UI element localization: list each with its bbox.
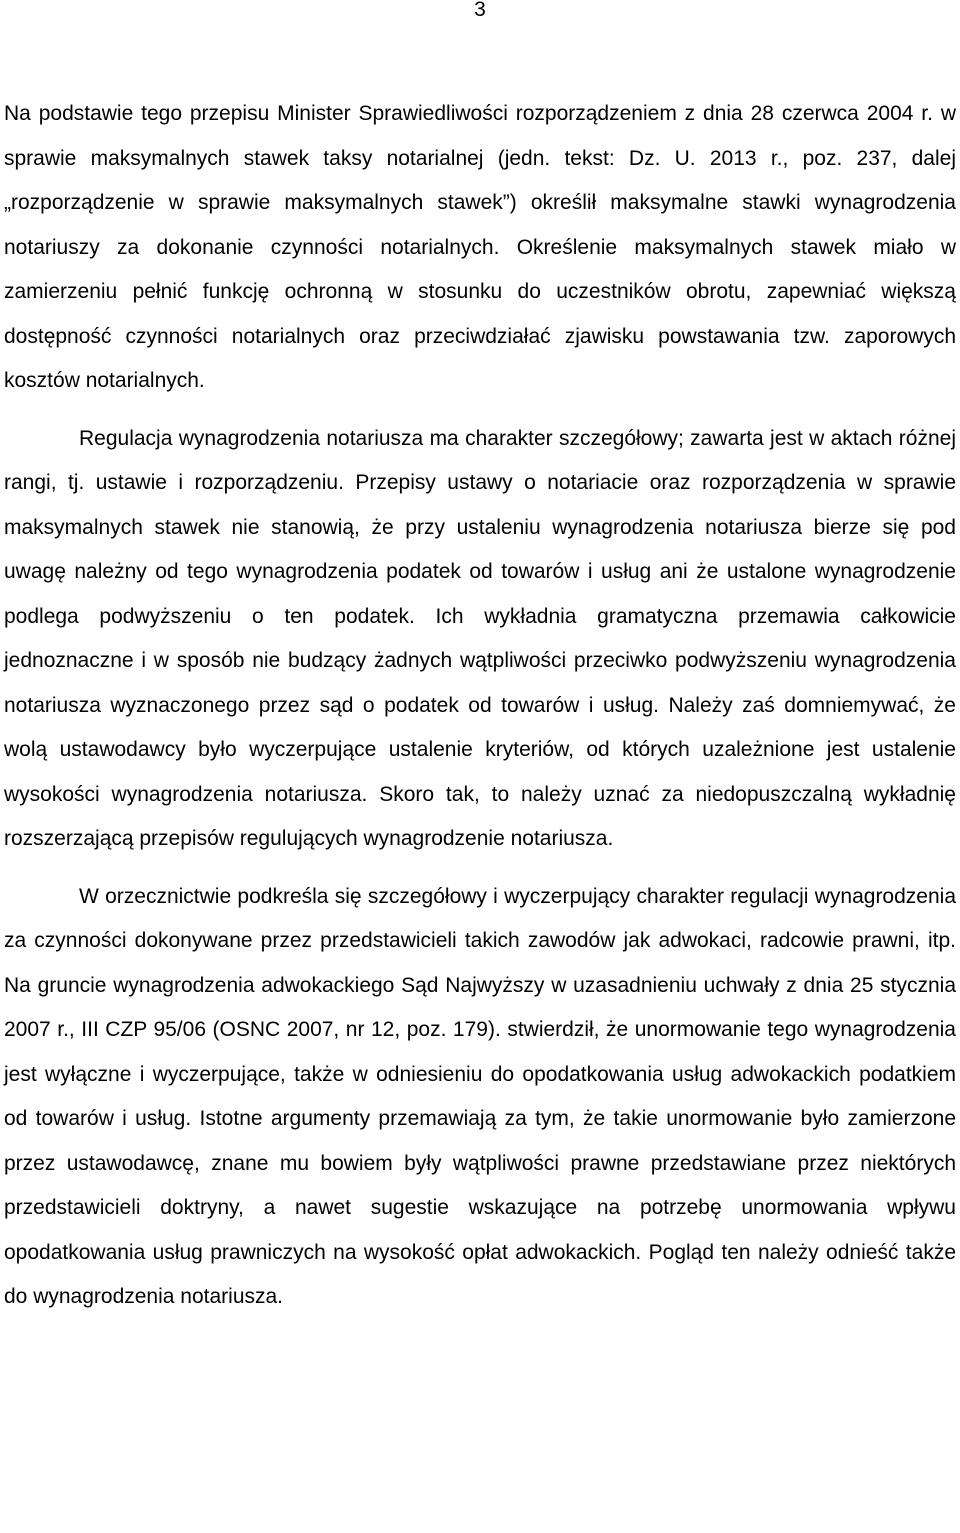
paragraph-remuneration-regulation: Regulacja wynagrodzenia notariusza ma charakter szczegółowy; zawarta jest w aktach różnej rangi, tj. ustawie i rozporządzeniu. Przepisy ustawy o notariacie oraz rozporządzenia w sprawie maksymalnych stawek nie stanowią, że przy ustaleniu wynagrodzenia notariusza bierze się pod uwagę należny od tego wynagrodzenia podatek od towarów i usług ani że ustalone wynagrodzenie podlega podwyższeniu o ten podatek. Ich wykładnia gramatyczna przemawia całkowicie jednoznaczne i w sposób nie budzący żadnych wątpliwości przeciwko podwyższeniu wynagrodzenia notariusza wyznaczonego przez sąd o podatek od towarów i usług. Należy zaś domniemywać, że wolą ustawodawcy było wyczerpujące ustalenie kryteriów, od których uzależnione jest ustalenie wysokości wynagrodzenia notariusza. Skoro tak, to należy uznać za niedopuszczalną wykładnię rozszerzającą przepisów regulujących wynagrodzenie notariusza.	[4, 426, 956, 850]
paragraph-maximum-rates: Na podstawie tego przepisu Minister Sprawiedliwości rozporządzeniem z dnia 28 czerwca 2004 r. w sprawie maksymalnych stawek taksy notarialnej (jedn. tekst: Dz. U. 2013 r., poz. 237, dalej „rozporządzenie w sprawie maksymalnych stawek”) określił maksymalne stawki wynagrodzenia notariuszy za dokonanie czynności notarialnych. Określenie maksymalnych stawek miało w zamierzeniu pełnić funkcję ochronną w stosunku do uczestników obrotu, zapewniać większą dostępność czynności notarialnych oraz przeciwdziałać zjawisku powstawania tzw. zaporowych kosztów notarialnych.	[4, 102, 956, 392]
page-number: 3	[474, 0, 486, 21]
paragraph-case-law: W orzecznictwie podkreśla się szczegółowy i wyczerpujący charakter regulacji wynagrodzenia za czynności dokonywane przez przedstawicieli takich zawodów jak adwokaci, radcowie prawni, itp. Na gruncie wynagrodzenia adwokackiego Sąd Najwyższy w uzasadnieniu uchwały z dnia 25 stycznia 2007 r., III CZP 95/06 (OSNC 2007, nr 12, poz. 179). stwierdził, że unormowanie tego wynagrodzenia jest wyłączne i wyczerpujące, także w odniesieniu do opodatkowania usług adwokackich podatkiem od towarów i usług. Istotne argumenty przemawiają za tym, że takie unormowanie było zamierzone przez ustawodawcę, znane mu bowiem były wątpliwości prawne przedstawiane przez niektórych przedstawicieli doktryny, a nawet sugestie wskazujące na potrzebę unormowania wpływu opodatkowania usług prawniczych na wysokość opłat adwokackich. Pogląd ten należy odnieść także do wynagrodzenia notariusza.	[4, 884, 956, 1308]
document-body	[4, 92, 956, 1320]
